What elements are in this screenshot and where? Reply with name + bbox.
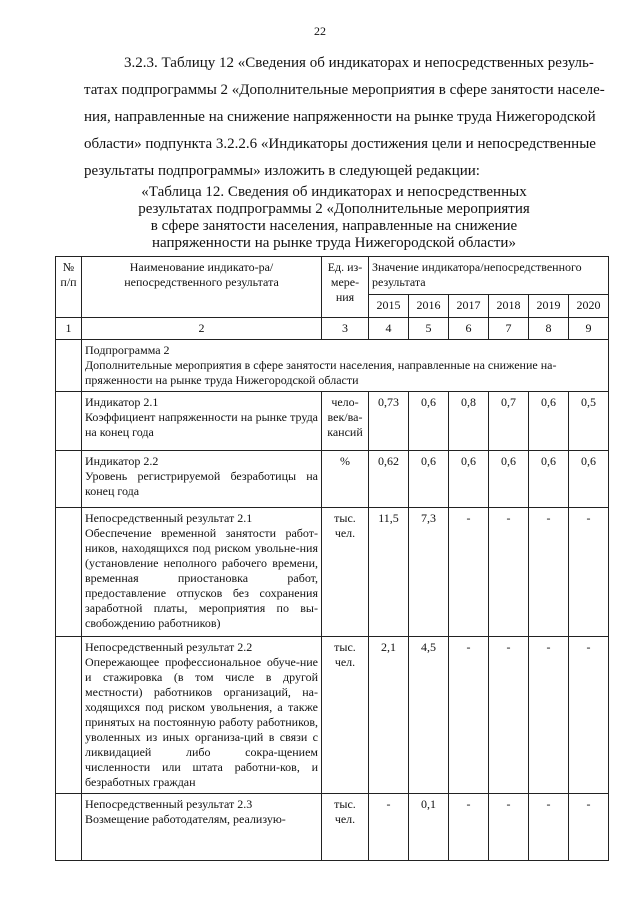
row-value: 0,5 <box>569 392 609 451</box>
row-value: 4,5 <box>409 637 449 794</box>
row-value: - <box>369 794 409 861</box>
row-value: - <box>449 794 489 861</box>
column-number: 9 <box>569 318 609 340</box>
row-value: - <box>449 637 489 794</box>
row-name-cell <box>82 392 322 451</box>
row-text: Возмещение работодателям, реализую- <box>85 812 286 826</box>
row-value: 0,7 <box>489 392 529 451</box>
row-value: - <box>489 637 529 794</box>
column-number: 1 <box>56 318 82 340</box>
header-year: 2015 <box>369 295 409 318</box>
column-number-row <box>56 318 609 340</box>
row-value: - <box>569 508 609 637</box>
row-value: - <box>569 637 609 794</box>
intro-line: результаты подпрограммы» изложить в следующей редакции: <box>84 163 480 179</box>
intro-paragraph <box>84 50 605 185</box>
row-value: 0,73 <box>369 392 409 451</box>
header-year: 2017 <box>449 295 489 318</box>
row-value: - <box>569 794 609 861</box>
row-title: Индикатор 2.2 <box>85 454 159 468</box>
row-name-cell <box>82 794 322 861</box>
header-year: 2019 <box>529 295 569 318</box>
row-text: Опережающее профессиональное обуче-ние и стажировка (в том числе в другой местности) работников организаций, на-ходящихся под риском увольнения, а также принятых на постоянную работу работников, уволенных из иных организа-ций в связи с ликвидацией либо сокра-щением численности или штата работни-ков, и безработных граждан <box>85 655 318 789</box>
row-value: 0,6 <box>569 451 609 508</box>
empty-cell <box>56 637 82 794</box>
row-name-cell <box>82 451 322 508</box>
table-row <box>56 508 609 637</box>
row-name-cell <box>82 637 322 794</box>
row-value: 0,8 <box>449 392 489 451</box>
row-value: - <box>529 508 569 637</box>
header-year: 2018 <box>489 295 529 318</box>
row-value: - <box>489 794 529 861</box>
subprogram-cell <box>82 340 609 392</box>
table-row <box>56 392 609 451</box>
column-number: 2 <box>82 318 322 340</box>
column-number: 8 <box>529 318 569 340</box>
row-value: 0,62 <box>369 451 409 508</box>
row-unit: % <box>322 451 369 508</box>
header-name: Наименование индикато-ра/непосредственного результата <box>82 257 322 318</box>
row-text: Коэффициент напряженности на рынке труда на конец года <box>85 410 318 439</box>
row-value: 0,6 <box>529 451 569 508</box>
row-value: 0,1 <box>409 794 449 861</box>
header-year: 2020 <box>569 295 609 318</box>
row-title: Непосредственный результат 2.2 <box>85 640 253 654</box>
row-value: - <box>529 794 569 861</box>
column-number: 7 <box>489 318 529 340</box>
column-number: 3 <box>322 318 369 340</box>
row-value: 0,6 <box>409 451 449 508</box>
intro-line: области» подпункта 3.2.2.6 «Индикаторы достижения цели и непосредственные <box>84 136 596 152</box>
table-title <box>84 184 584 252</box>
row-title: Непосредственный результат 2.3 <box>85 797 253 811</box>
row-unit: тыс. чел. <box>322 794 369 861</box>
row-unit: тыс. чел. <box>322 508 369 637</box>
column-number: 5 <box>409 318 449 340</box>
table-title-line: результатах подпрограммы 2 «Дополнительные мероприятия <box>138 201 530 217</box>
empty-cell <box>56 451 82 508</box>
subprogram-title: Подпрограмма 2 <box>85 343 170 357</box>
intro-line: 3.2.3. Таблицу 12 «Сведения об индикаторах и непосредственных резуль- <box>124 55 594 71</box>
header-unit: Ед. из-мере-ния <box>322 257 369 318</box>
column-number: 4 <box>369 318 409 340</box>
row-unit: чело-век/ва-кансий <box>322 392 369 451</box>
column-number: 6 <box>449 318 489 340</box>
row-text: Обеспечение временной занятости работ-ников, находящихся под риском увольне-ния (установление неполного рабочего времени, временная приостановка работ, предоставление отпусков без сохранения заработной платы, мероприятия по вы-свобождению работников) <box>85 526 318 630</box>
indicators-table <box>55 256 609 861</box>
table-title-line: «Таблица 12. Сведения об индикаторах и непосредственных <box>141 184 527 200</box>
row-value: 0,6 <box>489 451 529 508</box>
row-value: - <box>529 637 569 794</box>
row-unit: тыс. чел. <box>322 637 369 794</box>
header-num: № п/п <box>56 257 82 318</box>
empty-cell <box>56 392 82 451</box>
subprogram-text: Дополнительные мероприятия в сфере занятости населения, направленные на снижение на-пряженности на рынке труда Нижегородской области <box>85 358 557 387</box>
row-value: - <box>489 508 529 637</box>
empty-cell <box>56 340 82 392</box>
row-text: Уровень регистрируемой безработицы на конец года <box>85 469 318 498</box>
row-title: Индикатор 2.1 <box>85 395 159 409</box>
table-row <box>56 451 609 508</box>
empty-cell <box>56 508 82 637</box>
table-row <box>56 794 609 861</box>
row-title: Непосредственный результат 2.1 <box>85 511 253 525</box>
table-title-line: напряженности на рынке труда Нижегородской области» <box>152 235 516 251</box>
table-title-line: в сфере занятости населения, направленные на снижение <box>150 218 518 234</box>
intro-line: татах подпрограммы 2 «Дополнительные мероприятия в сфере занятости населе- <box>84 82 605 98</box>
row-value: 2,1 <box>369 637 409 794</box>
row-value: 7,3 <box>409 508 449 637</box>
table-row <box>56 637 609 794</box>
header-value: Значение индикатора/непосредственного результата <box>369 257 609 295</box>
intro-line: ния, направленные на снижение напряженности на рынке труда Нижегородской <box>84 109 596 125</box>
row-value: - <box>449 508 489 637</box>
page-number: 22 <box>314 24 326 38</box>
row-name-cell <box>82 508 322 637</box>
row-value: 11,5 <box>369 508 409 637</box>
table-header-row <box>56 257 609 295</box>
row-value: 0,6 <box>409 392 449 451</box>
header-year: 2016 <box>409 295 449 318</box>
subprogram-row <box>56 340 609 392</box>
empty-cell <box>56 794 82 861</box>
row-value: 0,6 <box>449 451 489 508</box>
row-value: 0,6 <box>529 392 569 451</box>
